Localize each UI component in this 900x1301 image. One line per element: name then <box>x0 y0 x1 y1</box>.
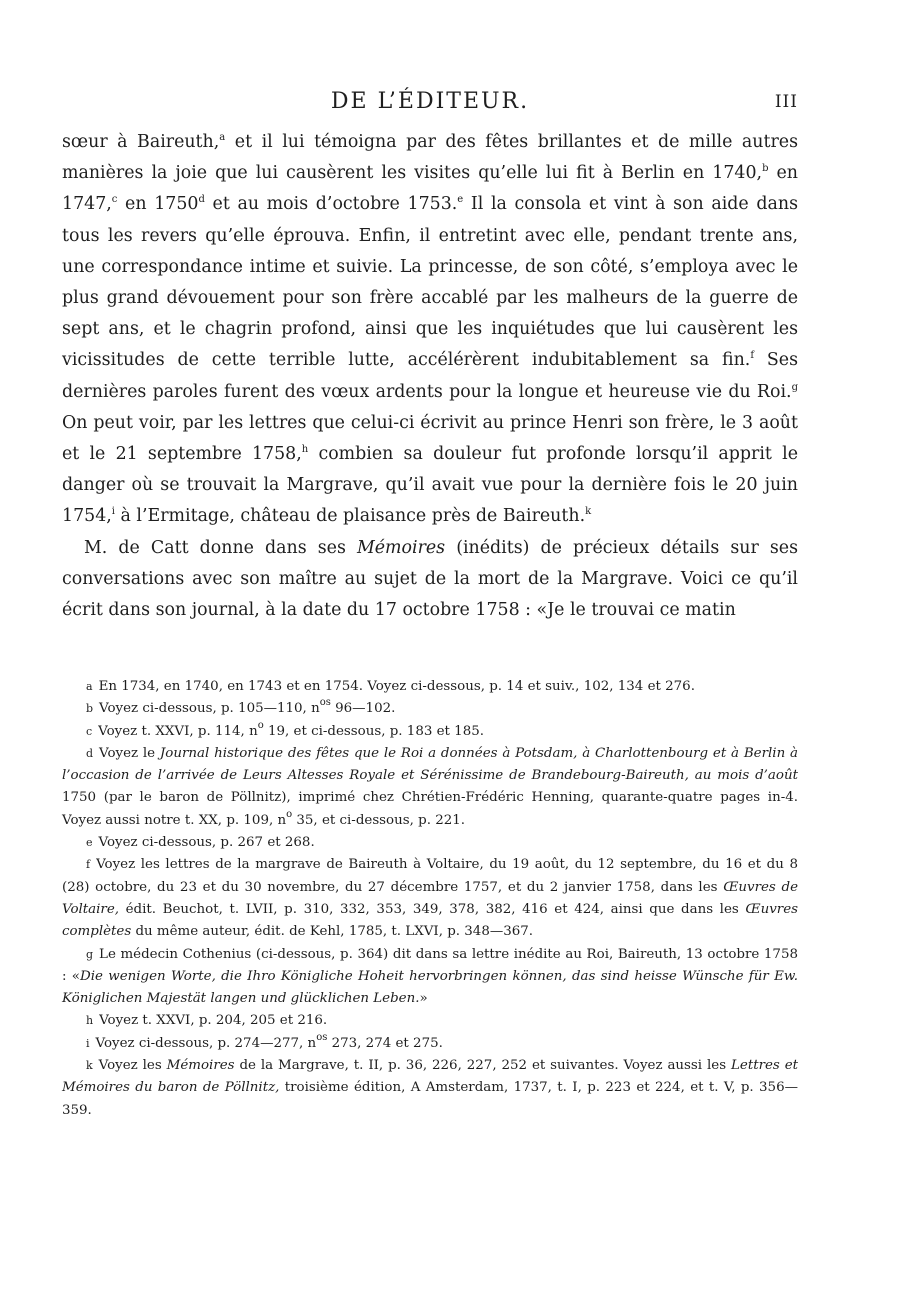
footnote-text: troisième édition, A Amsterdam, 1737, t. I, p. 223 et 224, et t. V, p. 356—359. <box>62 1080 798 1118</box>
footnote-i <box>62 1033 798 1055</box>
page-number: III <box>774 92 798 112</box>
footnote-text: Voyez ci-dessous, p. 267 et 268. <box>98 835 315 851</box>
footnote-mark: b <box>86 702 94 716</box>
italic-title: Mémoires <box>166 1058 235 1074</box>
footnote-text: En 1734, en 1740, en 1743 et en 1754. Voyez ci-dessous, p. 14 et suiv., 102, 134 et 276. <box>98 679 695 694</box>
footnote-f <box>62 854 798 943</box>
footnote-mark: e <box>86 836 93 850</box>
text-run: à l’Ermitage, château de plaisance près de Baireuth. <box>115 506 586 527</box>
footnote-text: Voyez ci-dessous, p. 274—277, n <box>95 1035 317 1051</box>
footnote-ref-b: b <box>762 163 769 175</box>
footnote-ref-c: c <box>111 194 118 206</box>
footnote-ref-d: d <box>198 194 205 206</box>
footnote-mark: g <box>86 947 94 961</box>
footnote-text: du même auteur, édit. de Kehl, 1785, t. LXVI, p. 348—367. <box>131 924 534 940</box>
footnote-text: Voyez t. XXVI, p. 204, 205 et 216. <box>99 1013 328 1029</box>
text-run: en 1747, <box>62 163 798 215</box>
footnote-text: » <box>419 991 428 1007</box>
paragraph-2 <box>62 533 798 627</box>
footnote-text: 35, et ci-dessous, p. 221. <box>292 812 466 828</box>
footnote-text: édit. Beuchot, t. LVII, p. 310, 332, 353, 349, 378, 382, 416 et 424, ainsi que dans les <box>119 901 746 917</box>
italic-title: Journal historique des fêtes que le Roi a données à Potsdam, à Charlottenbourg et à Berlin à l’occasion de l’arrivée de Leurs Altesses Royale et Sérénissime de Brandebourg-Baireuth, au mois d’août <box>62 745 798 784</box>
italic-quote: Die wenigen Worte, die Ihro Königliche Hoheit hervorbringen können, das sind heisse Wünsche für Ew. Königlichen Majestät langen und glücklichen Leben. <box>62 968 798 1007</box>
text-run: combien sa douleur fut profonde lorsqu’il apprit le danger où se trouvait la Margrave, qu’il avait vue pour la dernière fois le 20 juin 1754, <box>62 444 798 527</box>
footnote-text: 96—102. <box>330 701 396 717</box>
footnote-d <box>62 743 798 832</box>
footnote-ref-f: f <box>750 350 755 362</box>
footnote-mark: h <box>86 1014 94 1028</box>
footnote-mark: k <box>86 1059 93 1073</box>
footnote-ref-e: e <box>457 194 464 206</box>
footnote-text: 1750 (par le baron de Pöllnitz), imprimé chez Chrétien-Frédéric Henning, quarante-quatre pages in-4. Voyez aussi notre t. XX, p. 109, n <box>62 790 798 828</box>
footnote-c <box>62 721 798 743</box>
footnote-g <box>62 944 798 1011</box>
footnote-text: Voyez les <box>98 1058 167 1074</box>
footnote-h <box>62 1010 798 1032</box>
superscript: o <box>257 719 264 731</box>
text-run: et il lui témoigna par des fêtes brillantes et de mille autres manières la joie que lui causèrent les visites qu’elle lui fit à Berlin en 1740, <box>62 132 798 184</box>
footnote-ref-h: h <box>301 444 309 456</box>
italic-title: Œuvres de Voltaire, <box>62 879 798 917</box>
footnote-a <box>62 676 798 698</box>
footnote-ref-g: g <box>791 381 798 393</box>
italic-title: Mémoires <box>356 537 446 558</box>
footnote-text: Voyez les lettres de la margrave de Baireuth à Voltaire, du 19 août, du 12 septembre, du 16 et du 8 (28) octobre, du 23 et du 30 novembre, du 27 décembre 1757, et du 2 janvier 1758, dans les <box>62 857 798 895</box>
footnote-ref-a: a <box>219 132 226 143</box>
footnote-b <box>62 698 798 720</box>
superscript: os <box>319 697 331 709</box>
footnote-text: Voyez le <box>99 745 160 761</box>
footnote-text: 273, 274 et 275. <box>327 1035 443 1051</box>
page-header <box>62 86 798 118</box>
text-run: et au mois d’octobre 1753. <box>204 194 458 215</box>
footnote-e <box>62 832 798 854</box>
italic-title: Lettres et Mémoires du baron de Pöllnitz, <box>62 1058 798 1096</box>
text-run: Ses dernières paroles furent des vœux ardents pour la longue et heureuse vie du Roi. <box>62 350 798 402</box>
footnote-mark: f <box>86 858 91 872</box>
footnote-mark: i <box>86 1036 90 1050</box>
footnote-text: 19, et ci-dessous, p. 183 et 185. <box>263 723 484 739</box>
running-title: DE L’ÉDITEUR. <box>330 89 530 114</box>
text-run: Il la consola et vint à son aide dans tous les revers qu’elle éprouva. Enfin, il entretint avec elle, pendant trente ans, une correspondance intime et suivie. La princesse, de son côté, s’employa avec le plus grand dévouement pour son frère accablé par les malheurs de la guerre de sept ans, et le chagrin profond, ainsi que les inquiétudes que lui causèrent les vicissitudes de cette terrible lutte, accélérèrent indubitablement sa fin. <box>62 194 798 371</box>
superscript: os <box>316 1031 328 1043</box>
footnote-text: Voyez ci-dessous, p. 105—110, n <box>99 701 320 717</box>
footnote-mark: a <box>86 680 93 693</box>
italic-title: Œuvres complètes <box>62 901 798 940</box>
text-run: On peut voir, par les lettres que celui-ci écrivit au prince Henri son frère, le 3 août et le 21 septembre 1758, <box>62 412 798 465</box>
footnote-mark: d <box>86 746 94 760</box>
footnote-text: Le médecin Cothenius (ci-dessous, p. 364) dit dans sa lettre inédite au Roi, Baireuth, 13 octobre 1758 : « <box>62 946 798 984</box>
footnote-ref-i: i <box>111 506 115 518</box>
text-run: en 1750 <box>117 194 199 215</box>
text-run: M. de Catt donne dans ses <box>84 537 357 558</box>
superscript: o <box>286 808 293 820</box>
paragraph-1 <box>62 127 798 533</box>
footnotes <box>62 676 798 1122</box>
text-run: (inédits) de précieux détails sur ses conversations avec son maître au sujet de la mort de la Margrave. Voici ce qu’il écrit dans son journal, à la date du 17 octobre 1758 : «Je le trouvai ce matin <box>62 537 798 621</box>
footnote-ref-k: k <box>585 506 592 518</box>
main-text <box>62 127 798 626</box>
text-run: sœur à Baireuth, <box>62 132 220 152</box>
footnote-mark: c <box>86 724 93 738</box>
footnote-k <box>62 1055 798 1122</box>
footnote-text: Voyez t. XXVI, p. 114, n <box>98 723 258 739</box>
footnote-text: de la Margrave, t. II, p. 36, 226, 227, 252 et suivantes. Voyez aussi les <box>234 1058 731 1074</box>
